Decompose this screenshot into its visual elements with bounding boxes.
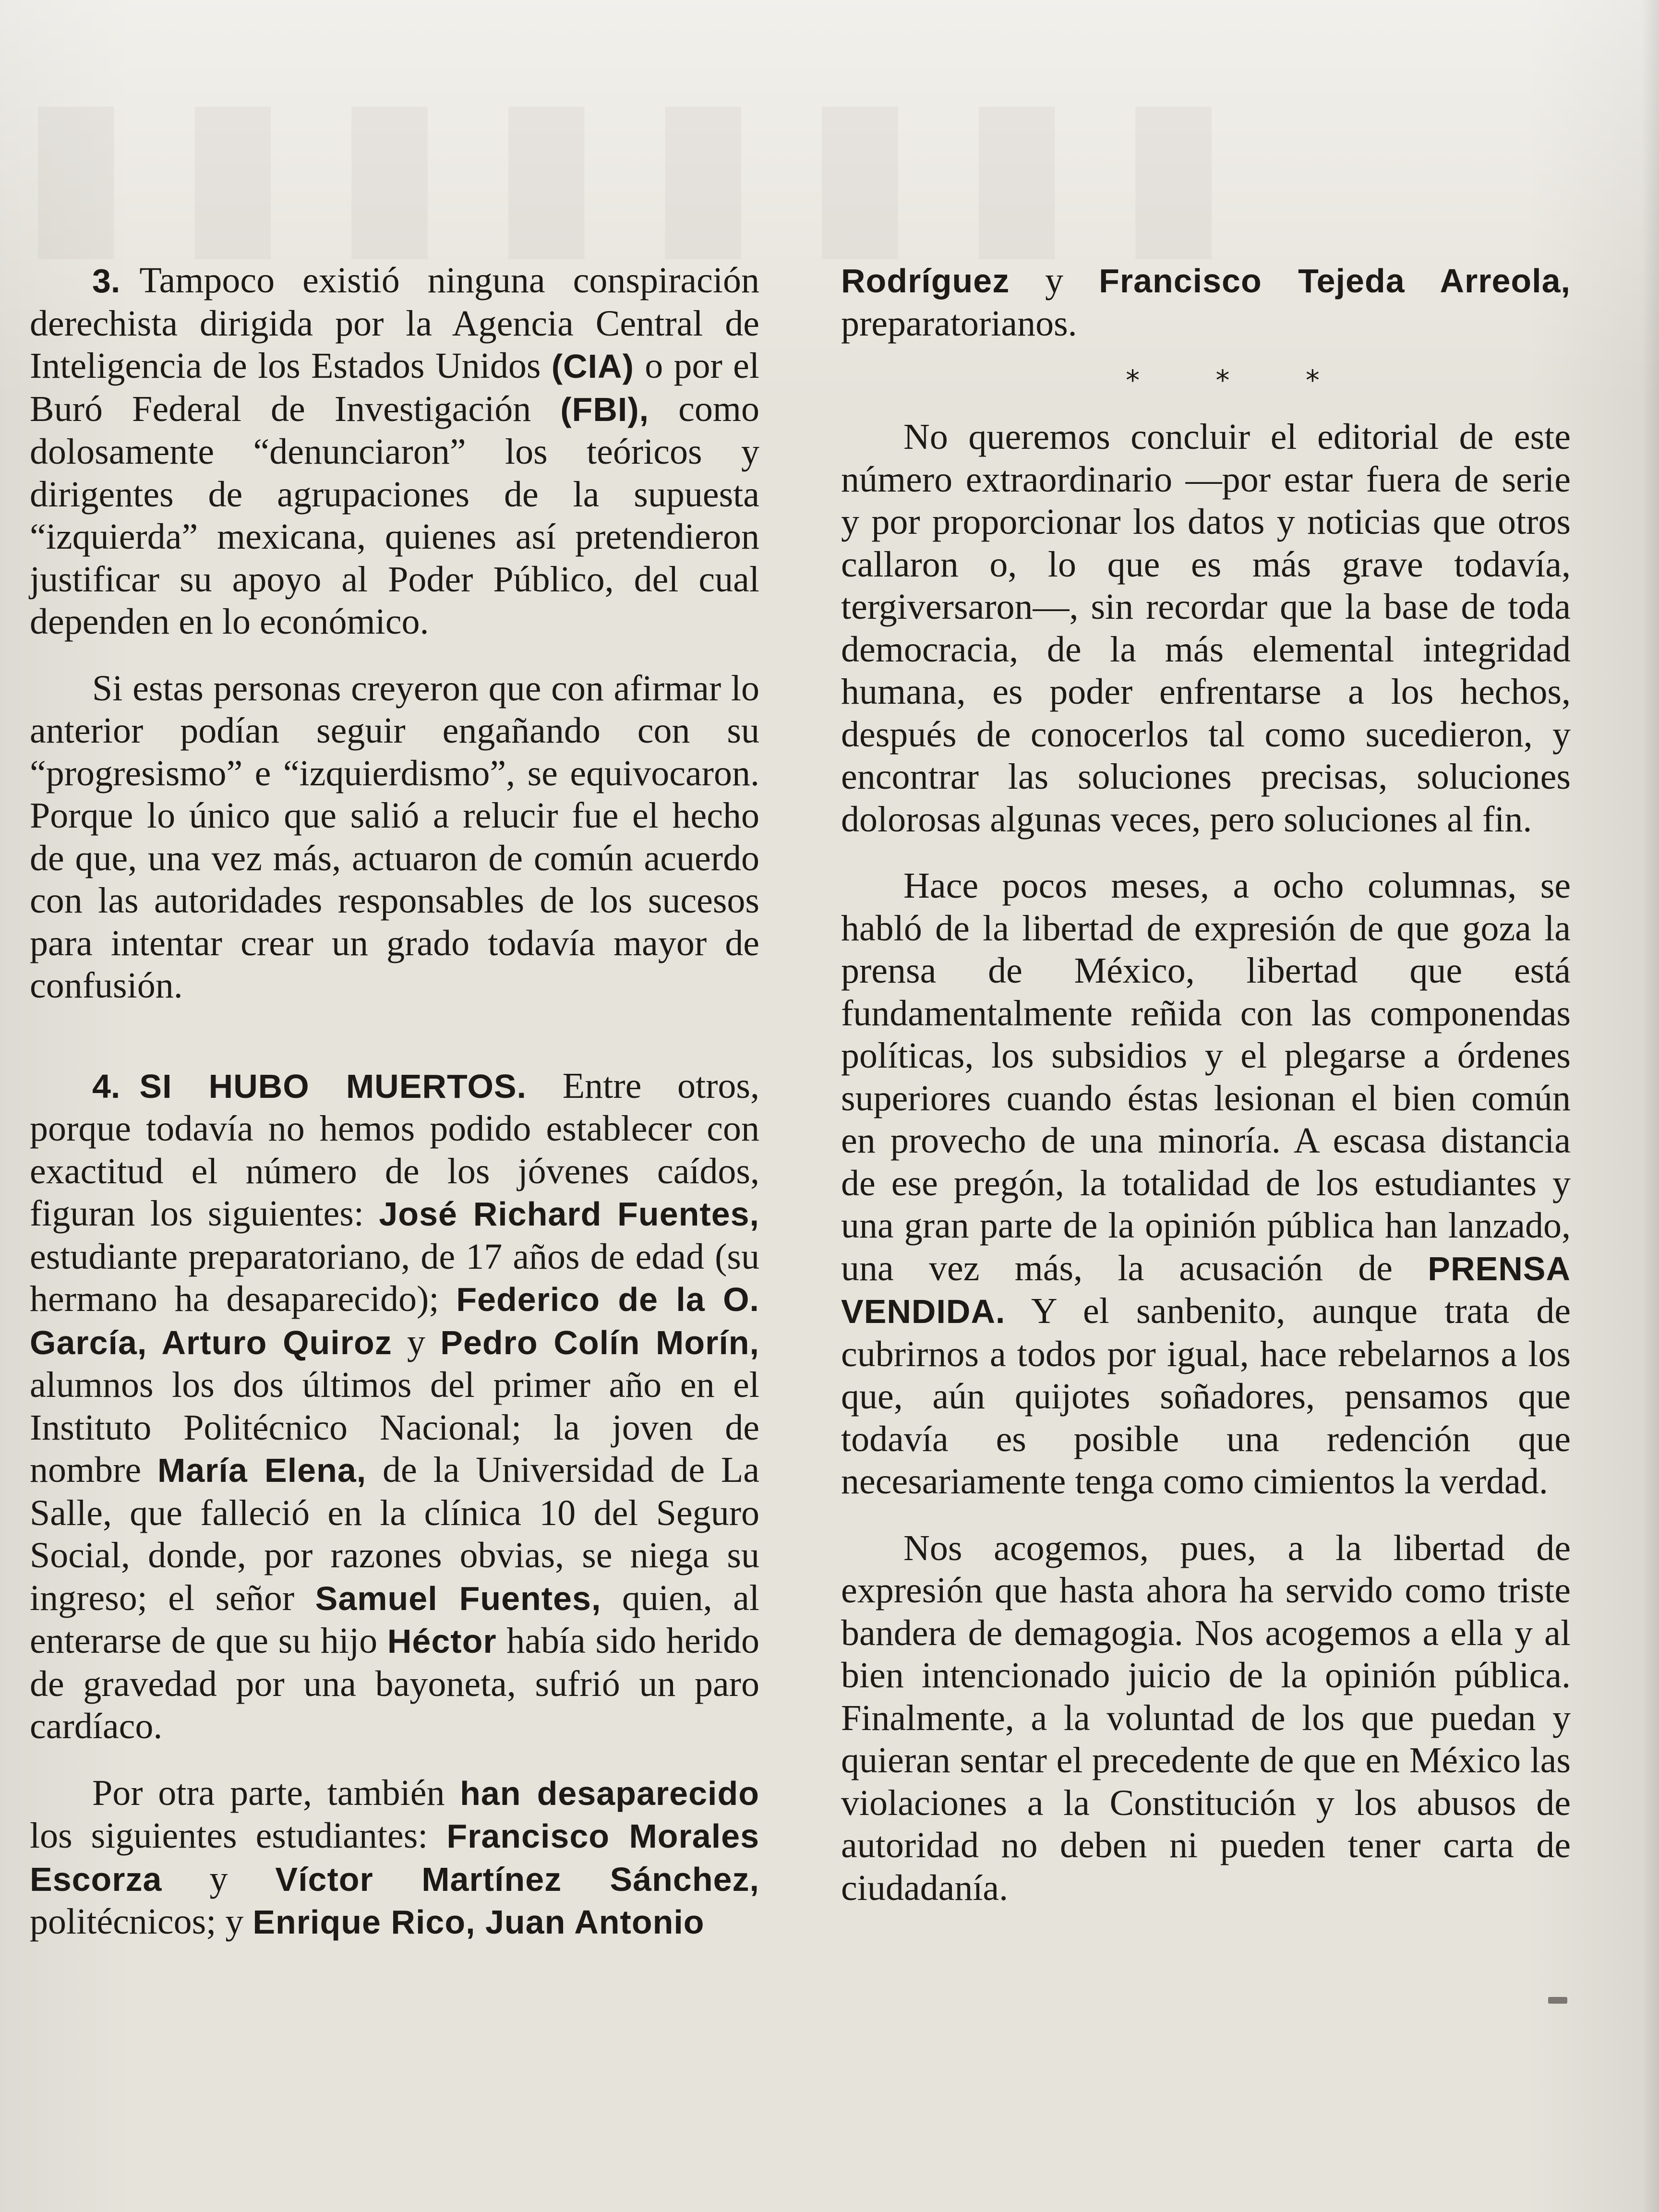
- bold-prensa-vendida: PRENSA VENDIDA.: [841, 1250, 1571, 1330]
- paragraph-text: Si estas personas creyeron que con afirmar lo anterior podían seguir engañando con su “progresismo” e “izquierdismo”, se equivocaron. Porque lo único que salió a relucir fue el hecho de que, una vez más, actuaron de común acuerdo con las autoridades responsables de los sucesos para intentar crear un grado todavía mayor de confusión.: [30, 668, 759, 1006]
- paragraph-text: No queremos concluir el editorial de este número extraordinario —por estar fuera de serie y por proporcionar los datos y noticias que otros callaron o, lo que es más grave todavía, tergiversaron—, sin recordar que la base de toda democracia, de la más elemental integridad humana, es poder enfrentarse a los hechos, después de conocerlos tal como sucedieron, y encontrar las soluciones precisas, soluciones dolorosas algunas veces, pero soluciones al fin.: [841, 417, 1571, 840]
- section-separator-asterisks: * * *: [1126, 364, 1353, 397]
- paragraph-text: politécnicos; y: [30, 1901, 253, 1942]
- item-number: 4.: [92, 1067, 120, 1105]
- student-name: Enrique Rico, Juan Antonio: [252, 1903, 705, 1941]
- paragraph-text: y: [162, 1858, 276, 1899]
- paragraph-persons: [30, 667, 759, 1007]
- victim-name: Pedro Colín Morín,: [440, 1323, 759, 1361]
- paragraph-3-conspiracy: [30, 259, 759, 643]
- paragraph-text: y: [1010, 260, 1099, 301]
- paragraph-text: alumnos los dos últimos del primer año en el Instituto Politécnico Nacional; la joven de nombre: [30, 1365, 759, 1490]
- bold-cia: (CIA): [551, 348, 634, 385]
- page-edge-shadow: [1642, 0, 1659, 2212]
- paragraph-4-deaths: [30, 1065, 759, 1748]
- paragraph-text: los siguientes estudiantes:: [30, 1815, 447, 1856]
- bold-phrase: han desaparecido: [460, 1774, 759, 1812]
- paragraph-text: Entre otros, porque todavía no hemos podido establecer con exactitud el número de los jóvenes caídos, figuran los siguientes:: [30, 1065, 759, 1234]
- paragraph-closing: [841, 1527, 1571, 1910]
- victim-name: José Richard Fuentes,: [379, 1195, 759, 1233]
- paragraph-text: estudiante preparatoriano, de 17 años de edad (su hermano ha desaparecido);: [30, 1236, 759, 1319]
- paragraph-text: preparatorianos.: [841, 303, 1077, 344]
- student-name: Francisco Tejeda Arreola,: [1099, 262, 1571, 300]
- right-column: [841, 259, 1571, 1909]
- paragraph-text: Hace pocos meses, a ocho columnas, se habló de la libertad de expresión de que goza la prensa de México, libertad que está fundamentalmente reñida con las componendas políticas, los subsidios y el plegarse a órdenes superiores cuando éstas lesionan el bien común en provecho de una minoría. A escasa distancia de ese pregón, la totalidad de los estudiantes y una gran parte de la opinión pública han lanzado, una vez más, la acusación de: [841, 866, 1571, 1288]
- student-name: Francisco Morales Escorza: [30, 1817, 760, 1898]
- victim-name: María Elena,: [157, 1452, 367, 1489]
- paragraph-text: como dolosamente “denunciaron” los teóricos y dirigentes de agrupaciones de la supuesta “izquierda” mexicana, quienes así pretendieron justificar su apoyo al Poder Público, del cual dependen en lo económico.: [30, 388, 759, 642]
- student-name: Rodríguez: [841, 262, 1010, 300]
- victim-name: Federico de la O. García, Arturo Quiroz: [30, 1281, 759, 1361]
- paragraph-text: Por otra parte, también: [92, 1772, 460, 1813]
- bold-fbi: (FBI),: [560, 390, 649, 428]
- paragraph-continuation: [841, 259, 1571, 345]
- paragraph-text: Y el sanbenito, aunque trata de cubrirnos a todos por igual, hace rebelarnos a los que, aún quijotes soñadores, pensamos que todavía es posible una redención que necesariamente tenga como cimientos la verdad.: [841, 1291, 1571, 1502]
- student-name: Víctor Martínez Sánchez,: [275, 1860, 760, 1898]
- section-heading: SI HUBO MUERTOS.: [139, 1067, 527, 1105]
- paragraph-editorial-conclusion: [841, 416, 1571, 841]
- paragraph-text: de la Universidad de La Salle, que falleció en la clínica 10 del Seguro Social, donde, por razones obvias, se niega su ingreso; el señor: [30, 1450, 760, 1618]
- paragraph-text: quien, al enterarse de que su hijo: [30, 1577, 760, 1661]
- paragraph-text: Nos acogemos, pues, a la libertad de expresión que hasta ahora ha servido como triste bandera de demagogia. Nos acogemos a ella y al bien intencionado juicio de la opinión pública. Finalmente, a la voluntad de los que puedan y quieran sentar el precedente de que en México las violaciones a la Constitución y los abusos de autoridad no deben ni pueden tener carta de ciudadanía.: [841, 1527, 1571, 1908]
- victim-name: Samuel Fuentes,: [315, 1579, 601, 1617]
- item-number: 3.: [92, 262, 120, 300]
- paragraph-press-freedom: [841, 865, 1571, 1503]
- show-through-ghost-heading: [19, 77, 1642, 259]
- paragraph-text: Tampoco existió ninguna conspiración derechista dirigida por la Agencia Central de Inteligencia de los Estados Unidos: [30, 260, 759, 386]
- ink-mark: [1548, 1997, 1567, 2004]
- victim-name: Héctor: [387, 1623, 497, 1660]
- paragraph-disappeared: [30, 1772, 759, 1944]
- paragraph-text: había sido herido de gravedad por una bayoneta, sufrió un paro cardíaco.: [30, 1621, 759, 1746]
- left-column: [30, 259, 759, 1944]
- paragraph-text: y: [392, 1322, 441, 1362]
- paragraph-text: o por el Buró Federal de Investigación: [30, 346, 760, 429]
